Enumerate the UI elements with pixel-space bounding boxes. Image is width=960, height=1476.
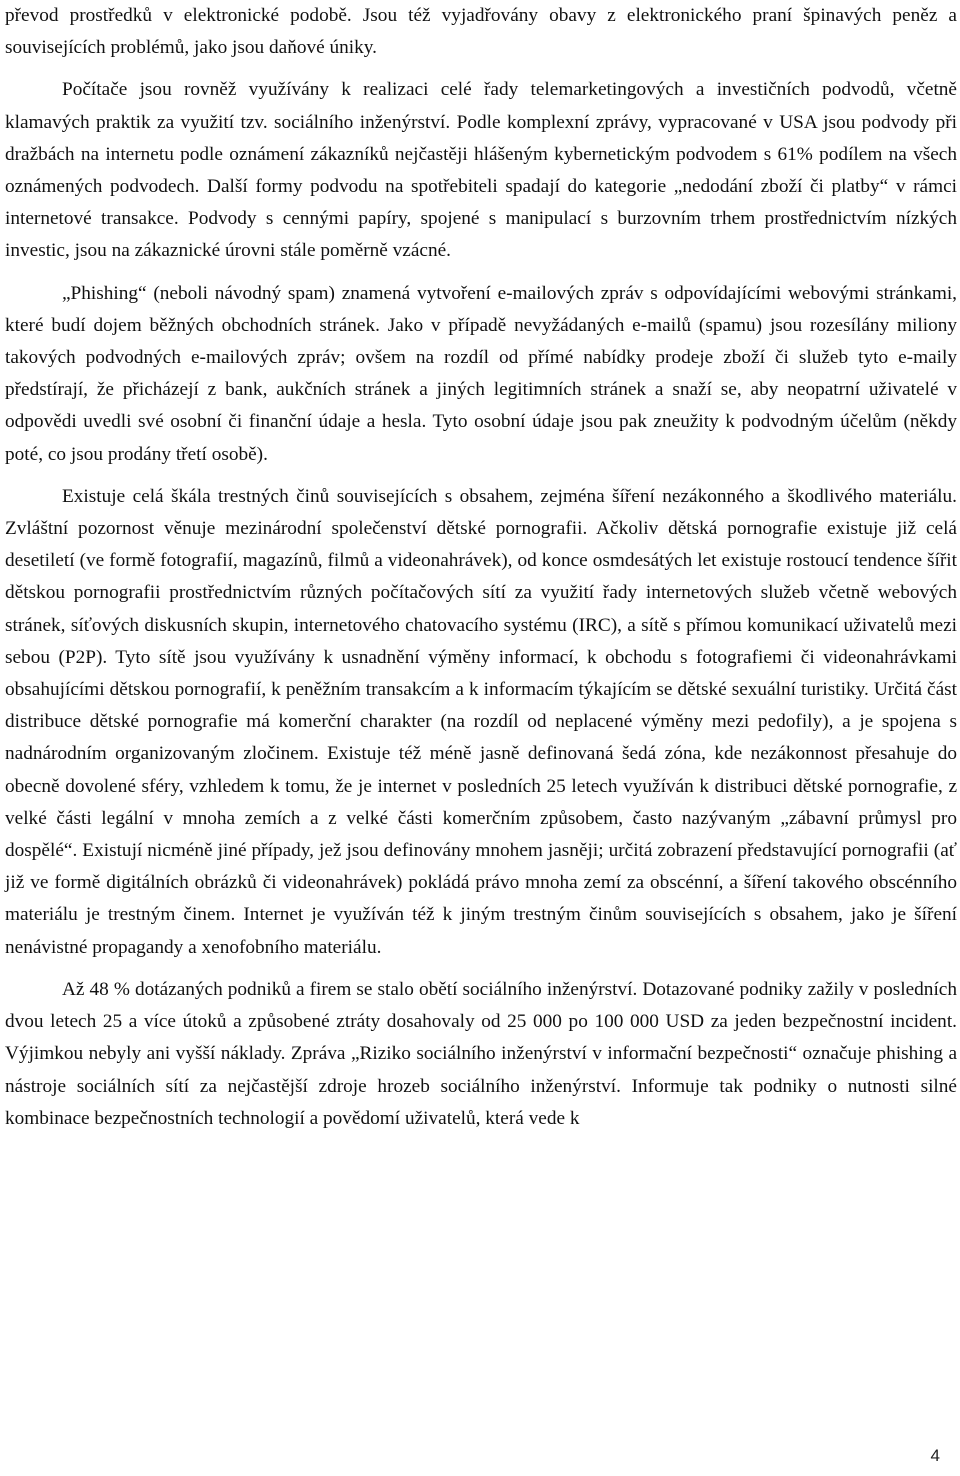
paragraph-4: Existuje celá škála trestných činů souvisejících s obsahem, zejména šíření nezákonného a škodlivého materiálu. Zvláštní pozornost věnuje mezinárodní společenství dětské pornografii. Ačkoliv dětská pornografie existuje již celá desetiletí (ve formě fotografií, magazínů, filmů a videonahrávek), od konce osmdesátých let existuje rostoucí tendence šířit dětskou pornografii prostřednictvím různých počítačových sítí za využití řady internetových služeb včetně webových stránek, síťových diskusních skupin, internetového chatovacího systému (IRC), a sítě s přímou komunikací uživatelů mezi sebou (P2P). Tyto sítě jsou využívány k usnadnění výměny informací, k obchodu s fotografiemi či videonahrávkami obsahujícími dětskou pornografií, k peněžním transakcím a k informacím týkajícím se dětské sexuální turistiky. Určitá část distribuce dětské pornografie má komerční charakter (na rozdíl od neplacené výměny mezi pedofily), a je spojena s nadnárodním organizovaným zločinem. Existuje též méně jasně definovaná šedá zóna, kde nezákonnost přesahuje do obecně dovolené sféry, vzhledem k tomu, že je internet v posledních 25 letech využíván k distribuci dětské pornografie, z velké části legální v mnoha zemích a z velké části komerčním způsobem, často nazývaným „zábavní průmysl pro dospělé“. Existují nicméně jiné případy, jež jsou definovány mnohem jasněji; určitá zobrazení představující pornografii (ať již ve formě digitálních obrázků či videonahrávek) pokládá právo mnoha zemí za obscénní, a šíření takového obscénního materiálu je trestným činem. Internet je využíván též k jiným trestným činům souvisejících s obsahem, jako je šíření nenávistné propagandy a xenofobního materiálu. [5, 485, 957, 958]
document-page [5, 0, 957, 1145]
paragraph-3: „Phishing“ (neboli návodný spam) znamená vytvoření e-mailových zpráv s odpovídajícími webovými stránkami, které budí dojem běžných obchodních stránek. Jako v případě nevyžádaných e-mailů (spamu) jsou rozesílány miliony takových podvodných e-mailových zpráv; ovšem na rozdíl od přímé nabídky prodeje zboží či služeb tyto e-maily předstírají, že přicházejí z bank, aukčních stránek a jiných legitimních stránek a snaží se, aby neopatrní uživatelé v odpovědi uvedli své osobní či finanční údaje a hesla. Tyto osobní údaje jsou pak zneužity k podvodným účelům (někdy poté, co jsou prodány třetí osobě). [5, 282, 957, 465]
page-number: 4 [930, 1446, 940, 1465]
paragraph-1: převod prostředků v elektronické podobě. Jsou též vyjadřovány obavy z elektronického praní špinavých peněz a souvisejících problémů, jako jsou daňové úniky. [5, 5, 957, 59]
paragraph-2: Počítače jsou rovněž využívány k realizaci celé řady telemarketingových a investičních podvodů, včetně klamavých praktik za využití tzv. sociálního inženýrství. Podle komplexní zprávy, vypracované v USA jsou podvody při dražbách na internetu podle oznámení zákazníků nejčastěji hlášeným kybernetickým podvodem s 61% podílem na všech oznámených podvodech. Další formy podvodu na spotřebiteli spadají do kategorie „nedodání zboží či platby“ v rámci internetové transakce. Podvody s cennými papíry, spojené s manipulací s burzovním trhem prostřednictvím nízkých investic, jsou na zákaznické úrovni stále poměrně vzácné. [5, 79, 957, 262]
paragraph-5: Až 48 % dotázaných podniků a firem se stalo obětí sociálního inženýrství. Dotazované podniky zažily v posledních dvou letech 25 a více útoků a způsobené ztráty dosahovaly od 25 000 po 100 000 USD za jeden bezpečnostní incident. Výjimkou nebyly ani vyšší náklady. Zpráva „Riziko sociálního inženýrství v informační bezpečnosti“ označuje phishing a nástroje sociálních sítí za nejčastější zdroje hrozeb sociálního inženýrství. Informuje tak podniky o nutnosti silné kombinace bezpečnostních technologií a povědomí uživatelů, která vede k [5, 978, 957, 1129]
